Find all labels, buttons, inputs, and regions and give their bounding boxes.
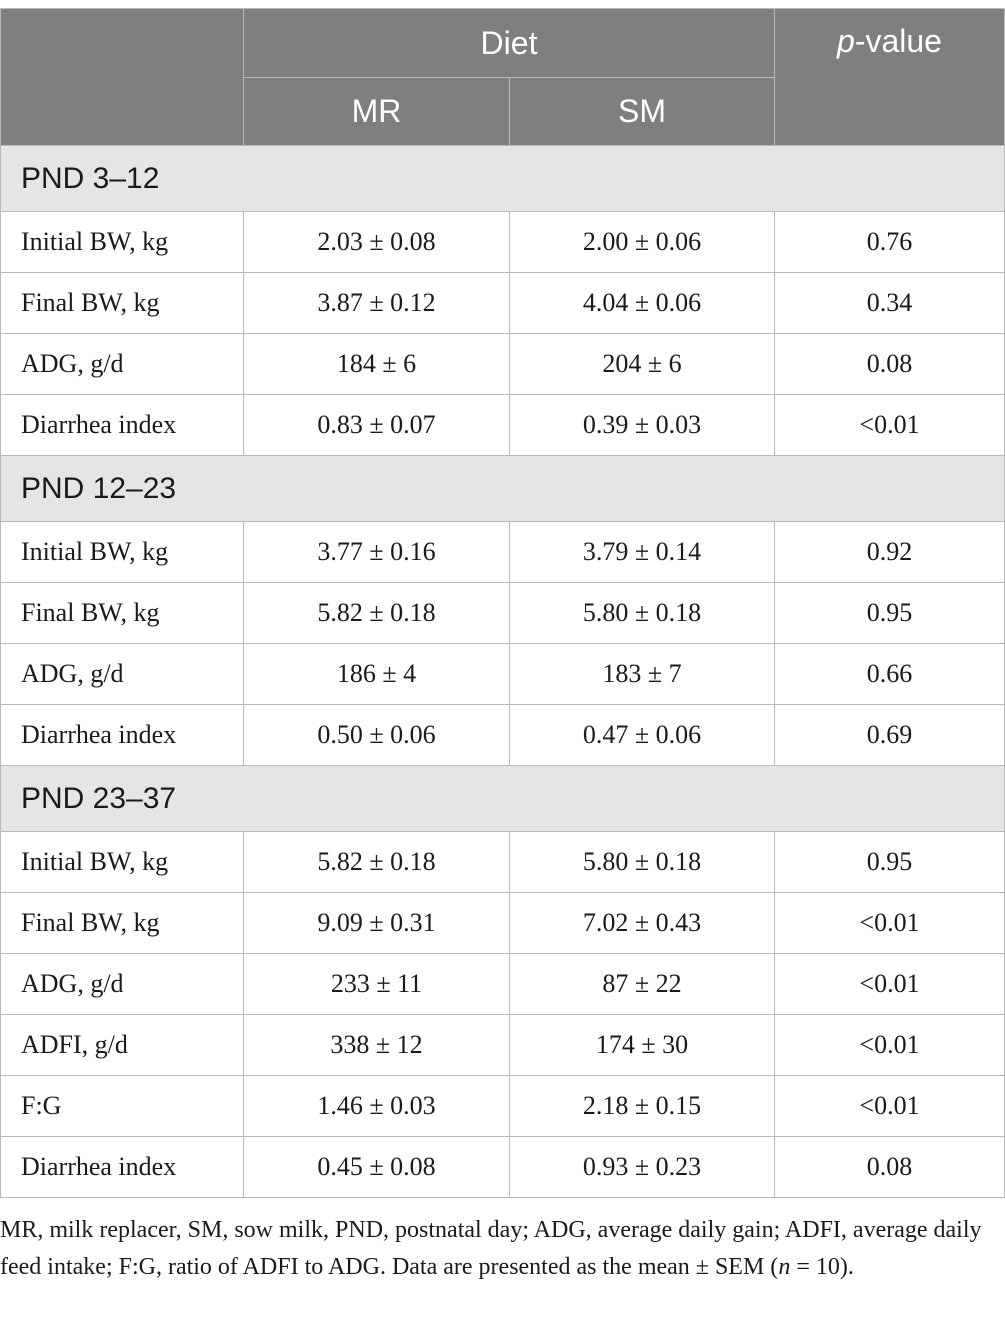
sm-value: 2.18 ± 0.15: [510, 1076, 775, 1137]
table-row: [1, 522, 1005, 583]
p-value: 0.08: [775, 334, 1005, 395]
header-diet: Diet: [244, 9, 775, 78]
p-value: <0.01: [775, 893, 1005, 954]
table-row: [1, 893, 1005, 954]
section-title: PND 23–37: [1, 766, 1005, 832]
p-value: 0.76: [775, 212, 1005, 273]
mr-value: 186 ± 4: [244, 644, 510, 705]
sm-value: 0.93 ± 0.23: [510, 1137, 775, 1198]
sm-value: 204 ± 6: [510, 334, 775, 395]
row-label: Final BW, kg: [1, 583, 244, 644]
mr-value: 184 ± 6: [244, 334, 510, 395]
row-label: ADFI, g/d: [1, 1015, 244, 1076]
mr-value: 5.82 ± 0.18: [244, 583, 510, 644]
sm-value: 3.79 ± 0.14: [510, 522, 775, 583]
p-value: 0.66: [775, 644, 1005, 705]
table-row: [1, 954, 1005, 1015]
row-label: F:G: [1, 1076, 244, 1137]
table-header: [1, 9, 1005, 146]
section-row: [1, 766, 1005, 832]
row-label: Diarrhea index: [1, 395, 244, 456]
p-value: 0.95: [775, 832, 1005, 893]
header-p-rest: -value: [854, 23, 942, 59]
table-row: [1, 273, 1005, 334]
table-row: [1, 644, 1005, 705]
header-mr: MR: [244, 78, 510, 146]
sm-value: 183 ± 7: [510, 644, 775, 705]
row-label: ADG, g/d: [1, 334, 244, 395]
row-label: ADG, g/d: [1, 954, 244, 1015]
row-label: Diarrhea index: [1, 705, 244, 766]
mr-value: 9.09 ± 0.31: [244, 893, 510, 954]
table-row: [1, 1137, 1005, 1198]
sm-value: 7.02 ± 0.43: [510, 893, 775, 954]
p-value: 0.08: [775, 1137, 1005, 1198]
row-label: Final BW, kg: [1, 893, 244, 954]
mr-value: 2.03 ± 0.08: [244, 212, 510, 273]
mr-value: 5.82 ± 0.18: [244, 832, 510, 893]
mr-value: 233 ± 11: [244, 954, 510, 1015]
table-row: [1, 334, 1005, 395]
sm-value: 87 ± 22: [510, 954, 775, 1015]
header-sm: SM: [510, 78, 775, 146]
footnote-n-rest: = 10).: [790, 1254, 854, 1280]
table-row: [1, 395, 1005, 456]
section-title: PND 3–12: [1, 146, 1005, 212]
mr-value: 0.45 ± 0.08: [244, 1137, 510, 1198]
p-value: 0.69: [775, 705, 1005, 766]
results-table: [0, 8, 1005, 1198]
sm-value: 5.80 ± 0.18: [510, 832, 775, 893]
header-p-value: [775, 9, 1005, 146]
table-row: [1, 705, 1005, 766]
sm-value: 0.47 ± 0.06: [510, 705, 775, 766]
table-body: [1, 146, 1005, 1198]
mr-value: 0.50 ± 0.06: [244, 705, 510, 766]
p-value: 0.95: [775, 583, 1005, 644]
row-label: Initial BW, kg: [1, 832, 244, 893]
table-row: [1, 832, 1005, 893]
footnote-n-italic: n: [778, 1254, 791, 1280]
p-value: <0.01: [775, 1015, 1005, 1076]
table-row: [1, 212, 1005, 273]
section-title: PND 12–23: [1, 456, 1005, 522]
p-value: 0.92: [775, 522, 1005, 583]
row-label: Initial BW, kg: [1, 522, 244, 583]
section-row: [1, 456, 1005, 522]
sm-value: 174 ± 30: [510, 1015, 775, 1076]
header-empty-cell: [1, 9, 244, 146]
sm-value: 0.39 ± 0.03: [510, 395, 775, 456]
section-row: [1, 146, 1005, 212]
mr-value: 3.77 ± 0.16: [244, 522, 510, 583]
mr-value: 338 ± 12: [244, 1015, 510, 1076]
footnote-text: MR, milk replacer, SM, sow milk, PND, postnatal day; ADG, average daily gain; ADFI, average daily feed intake; F:G, ratio of ADFI to ADG. Data are presented as the mean ± SEM (: [0, 1217, 982, 1280]
p-value: <0.01: [775, 395, 1005, 456]
table-row: [1, 1076, 1005, 1137]
row-label: Initial BW, kg: [1, 212, 244, 273]
sm-value: 2.00 ± 0.06: [510, 212, 775, 273]
table-footnote: [0, 1212, 1004, 1286]
mr-value: 0.83 ± 0.07: [244, 395, 510, 456]
table-row: [1, 583, 1005, 644]
row-label: Diarrhea index: [1, 1137, 244, 1198]
mr-value: 3.87 ± 0.12: [244, 273, 510, 334]
header-p-italic: p: [837, 23, 855, 59]
p-value: <0.01: [775, 954, 1005, 1015]
mr-value: 1.46 ± 0.03: [244, 1076, 510, 1137]
sm-value: 5.80 ± 0.18: [510, 583, 775, 644]
row-label: ADG, g/d: [1, 644, 244, 705]
p-value: 0.34: [775, 273, 1005, 334]
p-value: <0.01: [775, 1076, 1005, 1137]
row-label: Final BW, kg: [1, 273, 244, 334]
sm-value: 4.04 ± 0.06: [510, 273, 775, 334]
table-row: [1, 1015, 1005, 1076]
